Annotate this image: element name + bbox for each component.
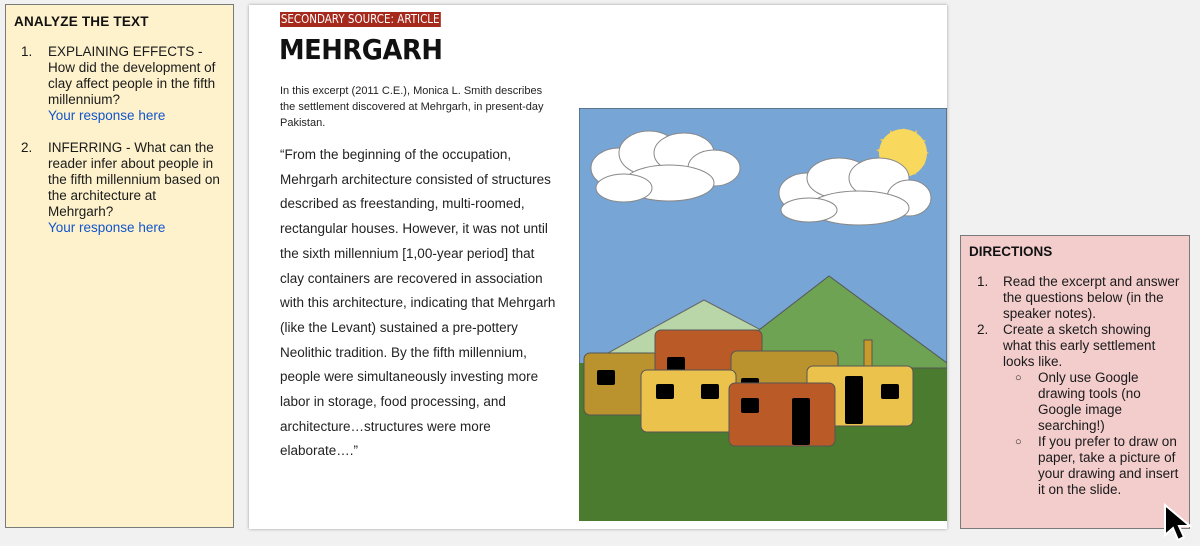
circle-bullet-icon: ○ <box>1015 372 1022 384</box>
question-number: 2. <box>21 140 33 155</box>
slide-canvas[interactable] <box>249 5 947 529</box>
question-text: EXPLAINING EFFECTS - How did the development of clay affect people in the fifth millennium? <box>48 44 216 107</box>
analyze-heading: ANALYZE THE TEXT <box>14 14 149 29</box>
slide-title: MEHRGARH <box>279 33 443 66</box>
direction-number: 1. <box>977 274 989 289</box>
subitem-text: Only use Google drawing tools (no Google image searching!) <box>1038 370 1141 433</box>
intro-text: In this excerpt (2011 C.E.), Monica L. Smith describes the settlement discovered at Mehrgarh, in present-day Pakistan. <box>280 85 544 129</box>
directions-heading: DIRECTIONS <box>969 244 1053 259</box>
question-text: INFERRING - What can the reader infer about people in the fifth millennium based on the architecture at Mehrgarh? <box>48 140 220 219</box>
source-tag: SECONDARY SOURCE: ARTICLE <box>280 12 440 26</box>
direction-subitem <box>1003 370 1181 434</box>
analyze-panel <box>5 4 234 528</box>
question-number: 1. <box>21 44 33 59</box>
direction-text: Create a sketch showing what this early settlement looks like. <box>1003 322 1156 369</box>
house <box>641 370 736 432</box>
response-field[interactable]: Your response here <box>48 220 166 235</box>
subitem-text: If you prefer to draw on paper, take a picture of your drawing and insert it on the slide. <box>1038 434 1179 497</box>
direction-subitem <box>1003 434 1181 498</box>
direction-text: Read the excerpt and answer the questions below (in the speaker notes). <box>1003 274 1180 321</box>
response-field[interactable]: Your response here <box>48 108 166 123</box>
direction-number: 2. <box>977 322 989 337</box>
house <box>729 383 835 446</box>
settlement-drawing[interactable] <box>579 108 947 521</box>
direction-item <box>969 322 1181 370</box>
excerpt-quote: “From the beginning of the occupation, Mehrgarh architecture consisted of structures described as freestanding, multi-roomed, rectangular houses. However, it was not until the sixth millennium [1,00-year period] that clay containers are recovered in association with this architecture, indicating that Mehrgarh (like the Levant) sustained a pre-pottery Neolithic tradition. By the fifth millennium, people were simultaneously investing more labor in storage, food processing, and architecture…structures were more elaborate….” <box>280 147 556 459</box>
mouse-pointer-icon <box>1163 503 1193 541</box>
question-item <box>14 140 225 236</box>
direction-item <box>969 274 1181 322</box>
directions-panel <box>960 235 1190 529</box>
circle-bullet-icon: ○ <box>1015 436 1022 448</box>
question-item <box>14 44 225 124</box>
